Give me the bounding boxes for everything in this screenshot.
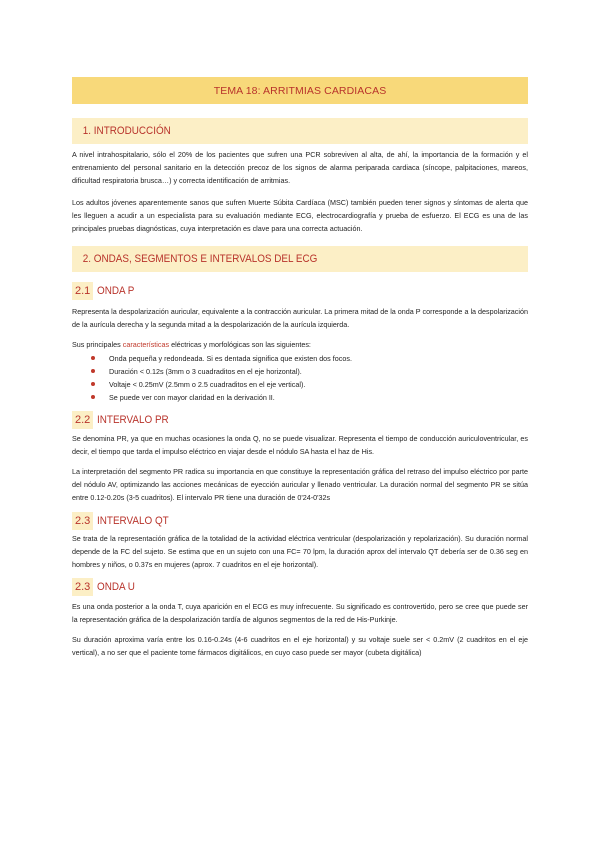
intervalo-pr-paragraph-2: La interpretación del segmento PR radica su importancia en que constituye la representación gráfica del retraso del impulso eléctrico por parte del nódulo AV, optimizando las acciones mecánicas de eyección auricular y llenado ventricular. La duración normal del segmento PR se sitúa entre 0.12-0.20s (3-5 cuadritos). El intervalo PR tiene una duración de 0'24-0'32s <box>72 467 528 502</box>
list-item-text: Se puede ver con mayor claridad en la derivación II. <box>109 393 275 402</box>
subsection-number: 2.1 <box>72 282 93 300</box>
onda-u-paragraph-2: Su duración aproxima varía entre los 0.16-0.24s (4-6 cuadritos en el eje horizontal) y su voltaje suele ser < 0.2mV (2 cuadritos en el eje vertical), a no ser que el paciente tome fármacos digitálicos, en cuyo caso puede ser mayor (cubeta digitálica) <box>72 635 528 657</box>
section-heading-label: 2. ONDAS, SEGMENTOS E INTERVALOS DEL ECG <box>82 253 318 265</box>
list-item <box>72 391 528 404</box>
section-heading-introduccion <box>72 118 528 144</box>
bullet-icon <box>91 382 95 386</box>
section-heading-ondas <box>72 246 528 272</box>
subsection-label: INTERVALO QT <box>97 515 170 527</box>
bullet-icon <box>91 395 95 399</box>
onda-p-paragraph: Representa la despolarización auricular, equivalente a la contracción auricular. La primera mitad de la onda P corresponde a la despolarización de la aurícula derecha y la segunda mitad a la despolarización de la aurícula izquierda. <box>72 307 528 329</box>
list-item <box>72 378 528 391</box>
subsection-heading-onda-p <box>72 282 139 300</box>
lead-highlight: características <box>122 340 170 349</box>
subsection-heading-onda-u <box>72 578 139 596</box>
subsection-heading-intervalo-qt <box>72 512 177 530</box>
list-item-text: Voltaje < 0.25mV (2.5mm o 2.5 cuadraditos en el eje vertical). <box>109 380 306 389</box>
list-item <box>72 365 528 378</box>
subsection-heading-intervalo-pr <box>72 411 177 429</box>
bullet-icon <box>91 369 95 373</box>
intro-paragraph-1: A nivel intrahospitalario, sólo el 20% de los pacientes que sufren una PCR sobreviven al alta, de ahí, la importancia de la formación y el entrenamiento del personal sanitario en la detección precoz de los signos de alarma periparada cardiaca (síncope, palpitaciones, mareos, dificultad respiratoria brusca…) y correcta identificación de arritmias. <box>72 150 528 185</box>
subsection-number: 2.3 <box>72 512 93 530</box>
list-item-text: Duración < 0.12s (3mm o 3 cuadraditos en el eje horizontal). <box>109 367 302 376</box>
topic-title: TEMA 18: ARRITMIAS CARDIACAS <box>213 84 387 97</box>
subsection-label: INTERVALO PR <box>97 414 170 426</box>
onda-u-paragraph-1: Es una onda posterior a la onda T, cuya aparición en el ECG es muy infrecuente. Su significado es controvertido, pero se cree que puede ser la representación gráfica de la despolarización tardía de algunos segmentos de la red de His-Purkinje. <box>72 602 528 624</box>
intervalo-qt-paragraph: Se trata de la representación gráfica de la totalidad de la actividad eléctrica ventricular (despolarización y repolarización). Su duración normal depende de la FC del sujeto. Se estima que en un sujeto con una FC= 70 lpm, la duración aprox del intervalo QT debería ser de 0.36 seg en hombres y niños, o 0.37s en mujeres (aprox. 7 cuadritos en el eje horizontal). <box>72 534 528 569</box>
list-item <box>72 352 528 365</box>
topic-title-bar <box>72 77 528 104</box>
section-heading-label: 1. INTRODUCCIÓN <box>82 125 171 137</box>
onda-p-bullet-list <box>72 352 528 404</box>
subsection-label: ONDA P <box>97 285 135 297</box>
bullet-icon <box>91 356 95 360</box>
lead-text: eléctricas y morfológicas son las siguientes: <box>169 340 311 349</box>
intro-paragraph-2: Los adultos jóvenes aparentemente sanos que sufren Muerte Súbita Cardíaca (MSC) también pueden tener signos y síntomas de alerta que les lleguen a acudir a un especialista para su evaluación mediante ECG, electrocardiografía y prueba de esfuerzo. El ECG es una de las principales pruebas diagnósticas, cuya interpretación es clave para una correcta actuación. <box>72 198 528 233</box>
onda-p-lead <box>72 338 528 351</box>
lead-text: Sus principales <box>72 340 123 349</box>
subsection-number: 2.3 <box>72 578 93 596</box>
list-item-text: Onda pequeña y redondeada. Si es dentada significa que existen dos focos. <box>109 354 352 363</box>
subsection-number: 2.2 <box>72 411 93 429</box>
subsection-label: ONDA U <box>97 581 136 593</box>
intervalo-pr-paragraph-1: Se denomina PR, ya que en muchas ocasiones la onda Q, no se puede visualizar. Representa el tiempo de conducción auriculoventricular, es decir, el tiempo que tarda el impulso eléctrico en viajar desde el nódulo SA hasta el haz de His. <box>72 434 528 456</box>
